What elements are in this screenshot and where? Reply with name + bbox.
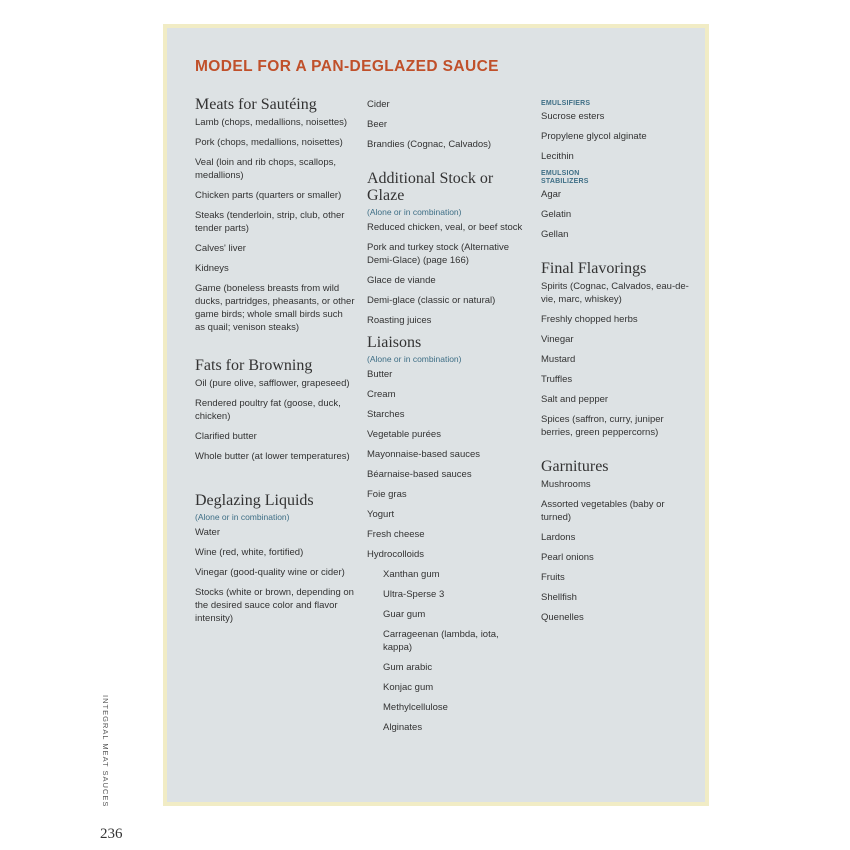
column-2 (367, 98, 527, 741)
running-section-label: INTEGRAL MEAT SAUCES (101, 695, 110, 808)
list-item: Stocks (white or brown, depending on the desired sauce color and flavor intensity) (195, 587, 354, 624)
list-item: Mushrooms (541, 479, 591, 490)
list-item: Quenelles (541, 612, 584, 623)
list-item: Xanthan gum (383, 569, 440, 580)
meats-list (195, 116, 355, 334)
list-item: Pearl onions (541, 552, 594, 563)
section-subheading: (Alone or in combination) (367, 354, 462, 364)
list-item: Reduced chicken, veal, or beef stock (367, 222, 523, 233)
list-item: Guar gum (383, 609, 426, 620)
section-heading-garnitures: Garnitures (541, 458, 609, 475)
liquids-continued-list (367, 98, 527, 151)
section-heading-meats: Meats for Sautéing (195, 96, 317, 113)
list-item: Gellan (541, 229, 569, 240)
list-item: Béarnaise-based sauces (367, 469, 472, 480)
emulsifiers-list (541, 110, 691, 163)
list-item: Fruits (541, 572, 565, 583)
section-heading-deglazing: Deglazing Liquids (195, 492, 314, 509)
list-item: Methylcellulose (383, 702, 448, 713)
page-title: MODEL FOR A PAN-DEGLAZED SAUCE (195, 58, 499, 75)
list-item: Foie gras (367, 489, 407, 500)
list-item: Konjac gum (383, 682, 434, 693)
list-item: Wine (red, white, fortified) (195, 547, 304, 558)
list-item: Agar (541, 189, 562, 200)
list-item: Sucrose esters (541, 111, 605, 122)
liaisons-list (367, 368, 527, 734)
list-item: Shellfish (541, 592, 577, 603)
section-heading-stock: Additional Stock or Glaze (367, 170, 494, 204)
list-item: Starches (367, 409, 405, 420)
list-item: Whole butter (at lower temperatures) (195, 451, 350, 462)
list-item: Lamb (chops, medallions, noisettes) (195, 117, 348, 128)
list-item: Pork and turkey stock (Alternative Demi-Glace) (page 166) (367, 242, 510, 266)
list-item: Glace de viande (367, 275, 436, 286)
list-item: Game (boneless breasts from wild ducks, partridges, pheasants, or other game birds; whole small birds such as quail; venison steaks) (195, 283, 355, 333)
list-item: Butter (367, 369, 393, 380)
list-item: Mustard (541, 354, 576, 365)
page-number: 236 (100, 826, 123, 842)
column-3 (541, 100, 691, 631)
list-item: Cream (367, 389, 396, 400)
list-item: Carrageenan (lambda, iota, kappa) (383, 629, 499, 653)
list-item: Lecithin (541, 151, 574, 162)
list-item: Steaks (tenderloin, strip, club, other tender parts) (195, 210, 345, 234)
list-item: Vinegar (541, 334, 574, 345)
list-item: Spirits (Cognac, Calvados, eau-de-vie, marc, whiskey) (541, 281, 689, 305)
list-item: Gum arabic (383, 662, 433, 673)
list-item: Mayonnaise-based sauces (367, 449, 481, 460)
column-1 (195, 96, 355, 632)
list-item: Kidneys (195, 263, 229, 274)
section-heading-emulsifiers: EMULSIFIERS (541, 100, 591, 107)
list-item: Propylene glycol alginate (541, 131, 647, 142)
list-item: Gelatin (541, 209, 572, 220)
list-item: Vegetable purées (367, 429, 441, 440)
section-heading-fats: Fats for Browning (195, 357, 313, 374)
list-item: Fresh cheese (367, 529, 425, 540)
stock-list (367, 221, 527, 327)
stabilizers-list (541, 188, 691, 241)
list-item: Yogurt (367, 509, 395, 520)
garnitures-list (541, 478, 691, 624)
deglazing-list (195, 526, 355, 625)
list-item: Calves' liver (195, 243, 246, 254)
list-item: Vinegar (good-quality wine or cider) (195, 567, 345, 578)
list-item: Chicken parts (quarters or smaller) (195, 190, 342, 201)
list-item: Clarified butter (195, 431, 257, 442)
list-item: Pork (chops, medallions, noisettes) (195, 137, 343, 148)
list-item: Rendered poultry fat (goose, duck, chicken) (195, 398, 341, 422)
list-item: Alginates (383, 722, 423, 733)
list-item: Demi-glace (classic or natural) (367, 295, 496, 306)
list-item: Lardons (541, 532, 576, 543)
list-item: Cider (367, 99, 390, 110)
list-item: Truffles (541, 374, 573, 385)
list-item: Water (195, 527, 220, 538)
section-heading-flavorings: Final Flavorings (541, 260, 647, 277)
list-item: Beer (367, 119, 388, 130)
section-heading-stabilizers: EMULSION STABILIZERS (541, 170, 589, 185)
list-item: Assorted vegetables (baby or turned) (541, 499, 665, 523)
list-item: Veal (loin and rib chops, scallops, medallions) (195, 157, 336, 181)
fats-list (195, 377, 355, 463)
list-item: Roasting juices (367, 315, 432, 326)
list-item: Oil (pure olive, safflower, grapeseed) (195, 378, 350, 389)
list-item: Hydrocolloids (367, 549, 425, 560)
section-heading-liaisons: Liaisons (367, 334, 422, 351)
section-subheading: (Alone or in combination) (195, 512, 290, 522)
section-subheading: (Alone or in combination) (367, 207, 462, 217)
list-item: Spices (saffron, curry, juniper berries, green peppercorns) (541, 414, 664, 438)
list-item: Brandies (Cognac, Calvados) (367, 139, 492, 150)
list-item: Freshly chopped herbs (541, 314, 638, 325)
flavorings-list (541, 280, 691, 439)
list-item: Salt and pepper (541, 394, 609, 405)
list-item: Ultra-Sperse 3 (383, 589, 445, 600)
